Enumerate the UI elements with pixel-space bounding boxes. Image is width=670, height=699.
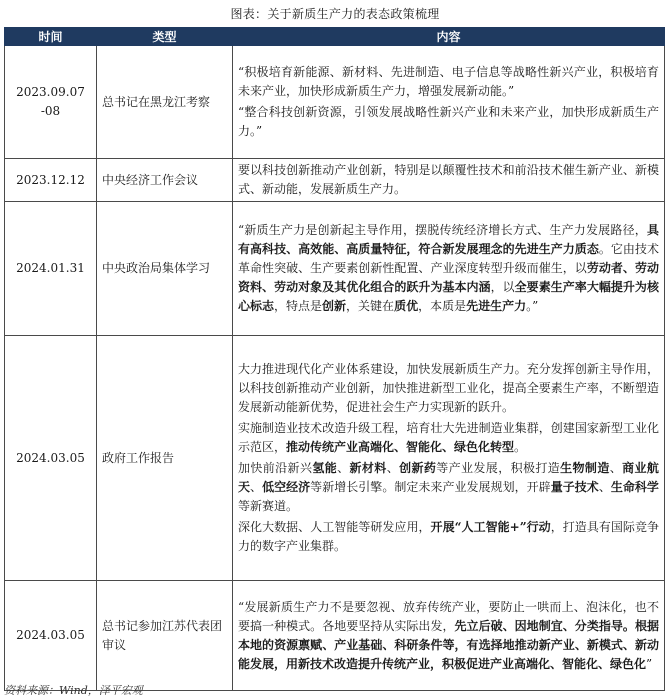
- bold-text: 先进生产力: [466, 299, 527, 313]
- text-segment: ，关键在: [346, 299, 395, 313]
- header-type: 类型: [97, 28, 233, 46]
- cell-content: [233, 46, 665, 159]
- bold-text: 推动传统产业高端化、智能化、绿色化转型: [286, 440, 515, 454]
- bold-text: 创新药: [399, 461, 437, 475]
- cell-type: 中央政治局集体学习: [97, 202, 233, 336]
- source-note: 资料来源：Wind，泽平宏观: [4, 684, 143, 697]
- text-segment: 。”: [526, 299, 539, 313]
- header-content: 内容: [233, 28, 665, 46]
- cell-type: 中央经济工作会议: [97, 159, 233, 202]
- text-segment: 加快前沿新兴: [238, 461, 313, 475]
- bold-text: 开展“人工智能+”行动: [430, 520, 551, 534]
- text-segment: 、: [386, 461, 400, 475]
- cell-time: 2024.01.31: [5, 202, 97, 336]
- cell-time: 2024.03.05: [5, 336, 97, 581]
- text-segment: “积极培育新能源、新材料、先进制造、电子信息等战略性新兴产业，积极培育未来产业，加快形成新质生产力，增强发展新动能。”: [238, 65, 659, 98]
- bold-text: 新材料: [349, 461, 387, 475]
- content-paragraph: [238, 103, 659, 141]
- text-segment: ，打造具有国际竞争力的数字产业集群。: [238, 520, 659, 553]
- text-segment: ，特点是: [274, 299, 323, 313]
- text-segment: 等新增长引擎。制定未来产业发展规划，开辟: [310, 480, 551, 494]
- text-segment: 。它由技术革命性突破、生产要素创新性配置、产业深度转型升级而催生，以: [238, 242, 659, 275]
- bold-text: 质优: [394, 299, 419, 313]
- text-segment: 大力推进现代化产业体系建设，加快发展新质生产力。充分发挥创新主导作用，以科技创新推动产业创新，加快推进新型工业化，提高全要素生产率，不断塑造发展新动能新优势，促进社会生产力实现新的跃升。: [238, 362, 659, 414]
- bold-text: 创新: [322, 299, 347, 313]
- text-segment: ，本质是: [418, 299, 467, 313]
- header-row: [5, 28, 665, 46]
- bold-text: 低空经济: [262, 480, 311, 494]
- cell-content: [233, 336, 665, 581]
- cell-time: 2023.12.12: [5, 159, 97, 202]
- text-segment: ，以: [490, 280, 515, 294]
- text-segment: 、: [598, 480, 611, 494]
- bold-text: 氢能: [312, 461, 338, 475]
- text-segment: “发展新质生产力不是要忽视、放弃传统产业，要防止一哄而上、泡沫化，也不要搞一种模式。各地要坚持从实际出发，: [238, 599, 659, 633]
- text-segment: 要以科技创新推动产业创新，特别是以颠覆性技术和前沿技术催生新产业、新模式、新动能，发展新质生产力。: [238, 163, 659, 196]
- bold-text: 具有高科技、高效能、高质量特征，符合新发展理念的先进生产力质态: [238, 223, 659, 256]
- cell-time: 2023.09.07 -08: [5, 46, 97, 159]
- text-segment: 。: [514, 440, 527, 454]
- text-segment: 等新赛道。: [238, 499, 299, 513]
- cell-content: [233, 159, 665, 202]
- content-paragraph: [238, 221, 659, 316]
- content-paragraph: [238, 161, 659, 199]
- bold-text: 全要素生产率大幅提升为核心标志: [238, 280, 659, 313]
- table-caption: 图表：关于新质生产力的表态政策梳理: [230, 6, 440, 21]
- table-row: [5, 581, 665, 691]
- table-row: [5, 336, 665, 581]
- cell-time: 2024.03.05: [5, 581, 97, 691]
- bold-text: 商业航天: [238, 461, 659, 494]
- text-segment: 、: [609, 461, 623, 475]
- text-segment: “整合科技创新资源，引领发展战略性新兴产业和未来产业，加快形成新质生产力。”: [238, 105, 659, 138]
- cell-type: 总书记在黑龙江考察: [97, 46, 233, 159]
- bold-text: 生物制造: [560, 461, 610, 475]
- text-segment: “新质生产力是创新起主导作用，摆脱传统经济增长方式、生产力发展路径，: [238, 223, 647, 237]
- text-segment: 等产业发展，积极打造: [436, 461, 561, 475]
- text-segment: ”: [646, 656, 653, 671]
- cell-type: 政府工作报告: [97, 336, 233, 581]
- bold-text: 生命科学: [610, 480, 659, 494]
- header-time: 时间: [5, 28, 97, 46]
- table-row: [5, 46, 665, 159]
- bold-text: 先立后破、因地制宜、分类指导。根据本地的资源禀赋、产业基础、科研条件等，有选择地推动新产业、新模式、新动能发展，用新技术改造提升传统产业，积极促进产业高端化、智能化、绿色化: [238, 618, 659, 671]
- cell-content: [233, 581, 665, 691]
- policy-table: [4, 27, 665, 691]
- content-paragraph: [238, 598, 659, 674]
- content-paragraph: [238, 63, 659, 101]
- table-row: [5, 159, 665, 202]
- content-paragraph: [238, 360, 659, 417]
- text-segment: 、: [250, 480, 263, 494]
- content-paragraph: [238, 518, 659, 556]
- text-segment: 深化大数据、人工智能等研发应用，: [238, 520, 431, 534]
- content-paragraph: [238, 419, 659, 457]
- text-segment: 、: [337, 461, 350, 475]
- cell-content: [233, 202, 665, 336]
- bold-text: 劳动者、劳动资料、劳动对象及其优化组合的跃升为基本内涵: [238, 261, 659, 294]
- text-segment: 实施制造业技术改造升级工程，培育壮大先进制造业集群，创建国家新型工业化示范区，: [238, 421, 659, 454]
- bold-text: 量子技术: [550, 480, 599, 494]
- cell-type: 总书记参加江苏代表团审议: [97, 581, 233, 691]
- table-row: [5, 202, 665, 336]
- content-paragraph: [238, 459, 659, 516]
